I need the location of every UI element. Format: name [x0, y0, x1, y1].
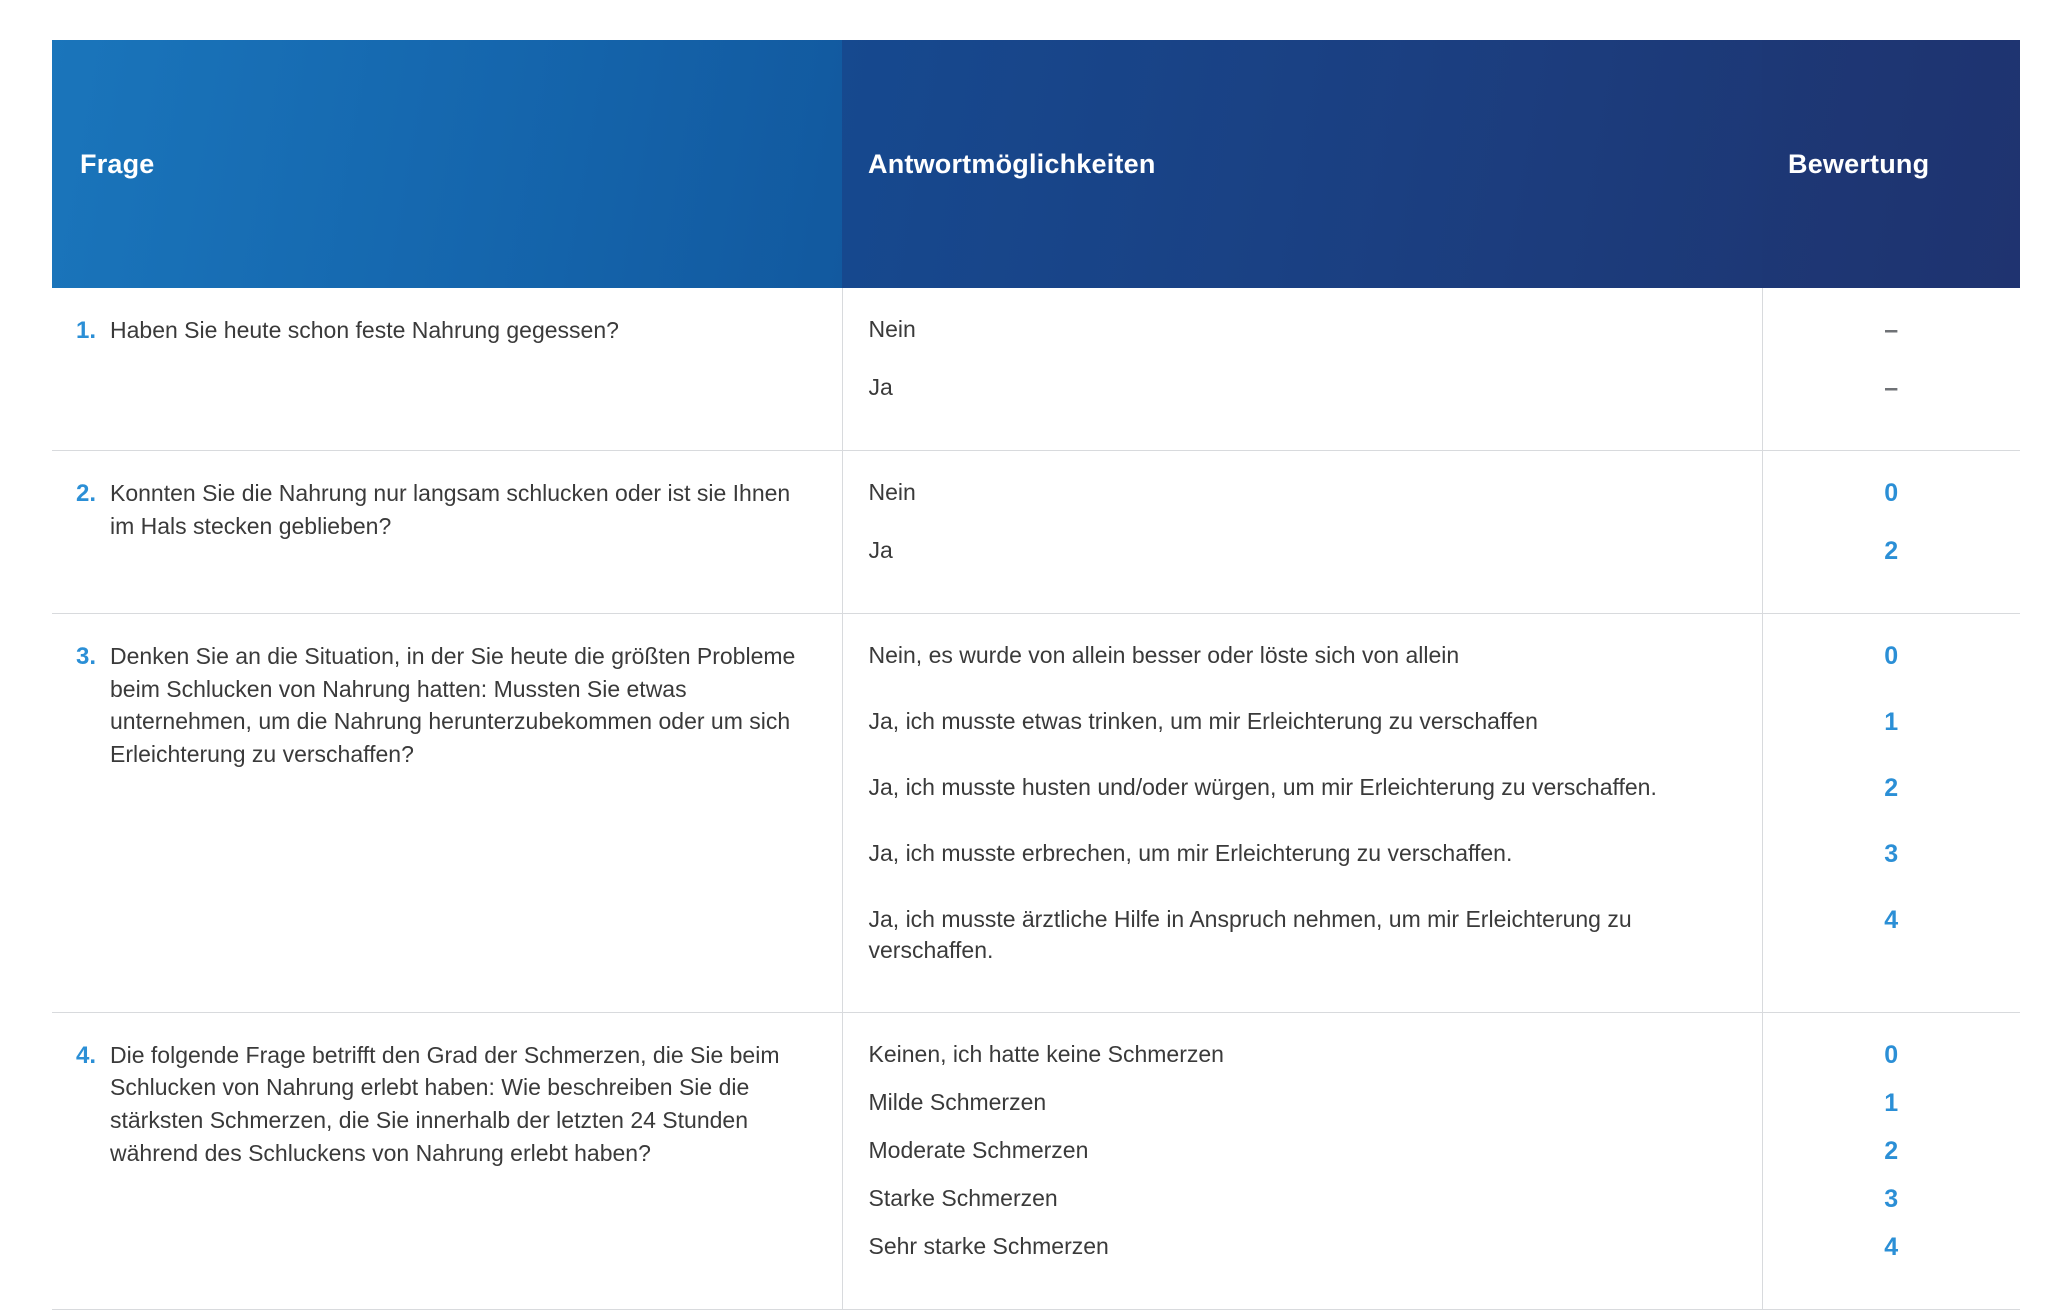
answers-cell: [842, 1012, 1762, 1309]
score-value: 3: [1884, 840, 1899, 868]
answer-list: [869, 1039, 1732, 1265]
score-value: 2: [1884, 774, 1899, 802]
question-text: Denken Sie an die Situation, in der Sie heute die größten Probleme beim Schlucken von Nahrung hatten: Mussten Sie etwas unternehmen, um die Nahrung herunterzubekommen oder um sich Erleichterung zu verschaffen?: [110, 643, 796, 767]
question-number: 2.: [76, 480, 97, 507]
question-number: 4.: [76, 1041, 97, 1069]
table-row: [52, 451, 2020, 614]
question-text: Konnten Sie die Nahrung nur langsam schlucken oder ist sie Ihnen im Hals stecken geblieben?: [110, 480, 791, 539]
question-cell: [52, 614, 842, 1013]
question-number: 1.: [76, 317, 97, 344]
table-row: [52, 288, 2020, 451]
score-cell: [1762, 451, 2020, 614]
answer-option[interactable]: Ja: [868, 374, 893, 400]
score-value: 0: [1884, 1040, 1899, 1069]
score-cell: [1762, 1012, 2020, 1309]
header-cell-score: [1762, 40, 2020, 288]
score-value: 4: [1884, 906, 1899, 934]
answer-option[interactable]: Nein: [868, 479, 916, 505]
answers-cell: [842, 451, 1762, 614]
answer-option[interactable]: Nein, es wurde von allein besser oder löste sich von allein: [868, 642, 1460, 668]
answer-option[interactable]: Nein: [868, 316, 916, 342]
score-value: 2: [1884, 1136, 1899, 1165]
score-cell: [1762, 614, 2020, 1013]
answer-option[interactable]: Moderate Schmerzen: [868, 1136, 1089, 1163]
score-value: 4: [1884, 1232, 1899, 1261]
header-label-answers: Antwortmöglichkeiten: [842, 40, 1762, 288]
score-value: –: [1884, 374, 1899, 402]
answers-cell: [842, 288, 1762, 451]
question-cell: [52, 288, 842, 451]
score-list: [1763, 477, 2021, 583]
score-value: 1: [1884, 1088, 1899, 1117]
answer-option[interactable]: Milde Schmerzen: [868, 1088, 1047, 1115]
answer-list: [869, 477, 1732, 583]
answer-option[interactable]: Ja, ich musste etwas trinken, um mir Erleichterung zu verschaffen: [868, 708, 1538, 734]
score-list: [1763, 1039, 2021, 1265]
answer-option[interactable]: Ja, ich musste husten und/oder würgen, um mir Erleichterung zu verschaffen.: [868, 774, 1657, 800]
answer-option[interactable]: Ja, ich musste erbrechen, um mir Erleichterung zu verschaffen.: [868, 840, 1513, 866]
table-body: [52, 288, 2020, 1309]
answer-option[interactable]: Sehr starke Schmerzen: [868, 1232, 1109, 1259]
answer-option[interactable]: Ja: [868, 537, 893, 563]
questionnaire-table: [52, 40, 2020, 1310]
question-cell: [52, 1012, 842, 1309]
score-list: [1763, 640, 2021, 954]
question-cell: [52, 451, 842, 614]
header-cell-answers: [842, 40, 1762, 288]
answer-option[interactable]: Keinen, ich hatte keine Schmerzen: [868, 1040, 1224, 1067]
question-number: 3.: [76, 643, 97, 670]
score-value: –: [1884, 316, 1899, 344]
question-text: Haben Sie heute schon feste Nahrung gegessen?: [110, 317, 619, 343]
score-list: [1763, 314, 2021, 420]
score-cell: [1762, 288, 2020, 451]
header-cell-question: [52, 40, 842, 288]
score-value: 3: [1884, 1184, 1899, 1213]
answer-option[interactable]: Starke Schmerzen: [868, 1184, 1058, 1211]
header-label-score: Bewertung: [1762, 40, 2020, 288]
score-value: 2: [1884, 537, 1899, 565]
table-header: [52, 40, 2020, 288]
score-value: 0: [1884, 479, 1899, 507]
header-label-question: Frage: [52, 40, 842, 288]
score-value: 0: [1884, 642, 1899, 670]
score-value: 1: [1884, 708, 1899, 736]
table-row: [52, 614, 2020, 1013]
answer-option[interactable]: Ja, ich musste ärztliche Hilfe in Anspruch nehmen, um mir Erleichterung zu verschaffen.: [868, 906, 1632, 963]
answer-list: [869, 640, 1732, 966]
question-text: Die folgende Frage betrifft den Grad der Schmerzen, die Sie beim Schlucken von Nahrung erlebt haben: Wie beschreiben Sie die stärksten Schmerzen, die Sie innerhalb der letzten 24 Stunden während des Schluckens von Nahrung erlebt haben?: [110, 1041, 780, 1166]
header-row: [52, 40, 2020, 288]
answer-list: [869, 314, 1732, 420]
answers-cell: [842, 614, 1762, 1013]
table-row: [52, 1012, 2020, 1309]
